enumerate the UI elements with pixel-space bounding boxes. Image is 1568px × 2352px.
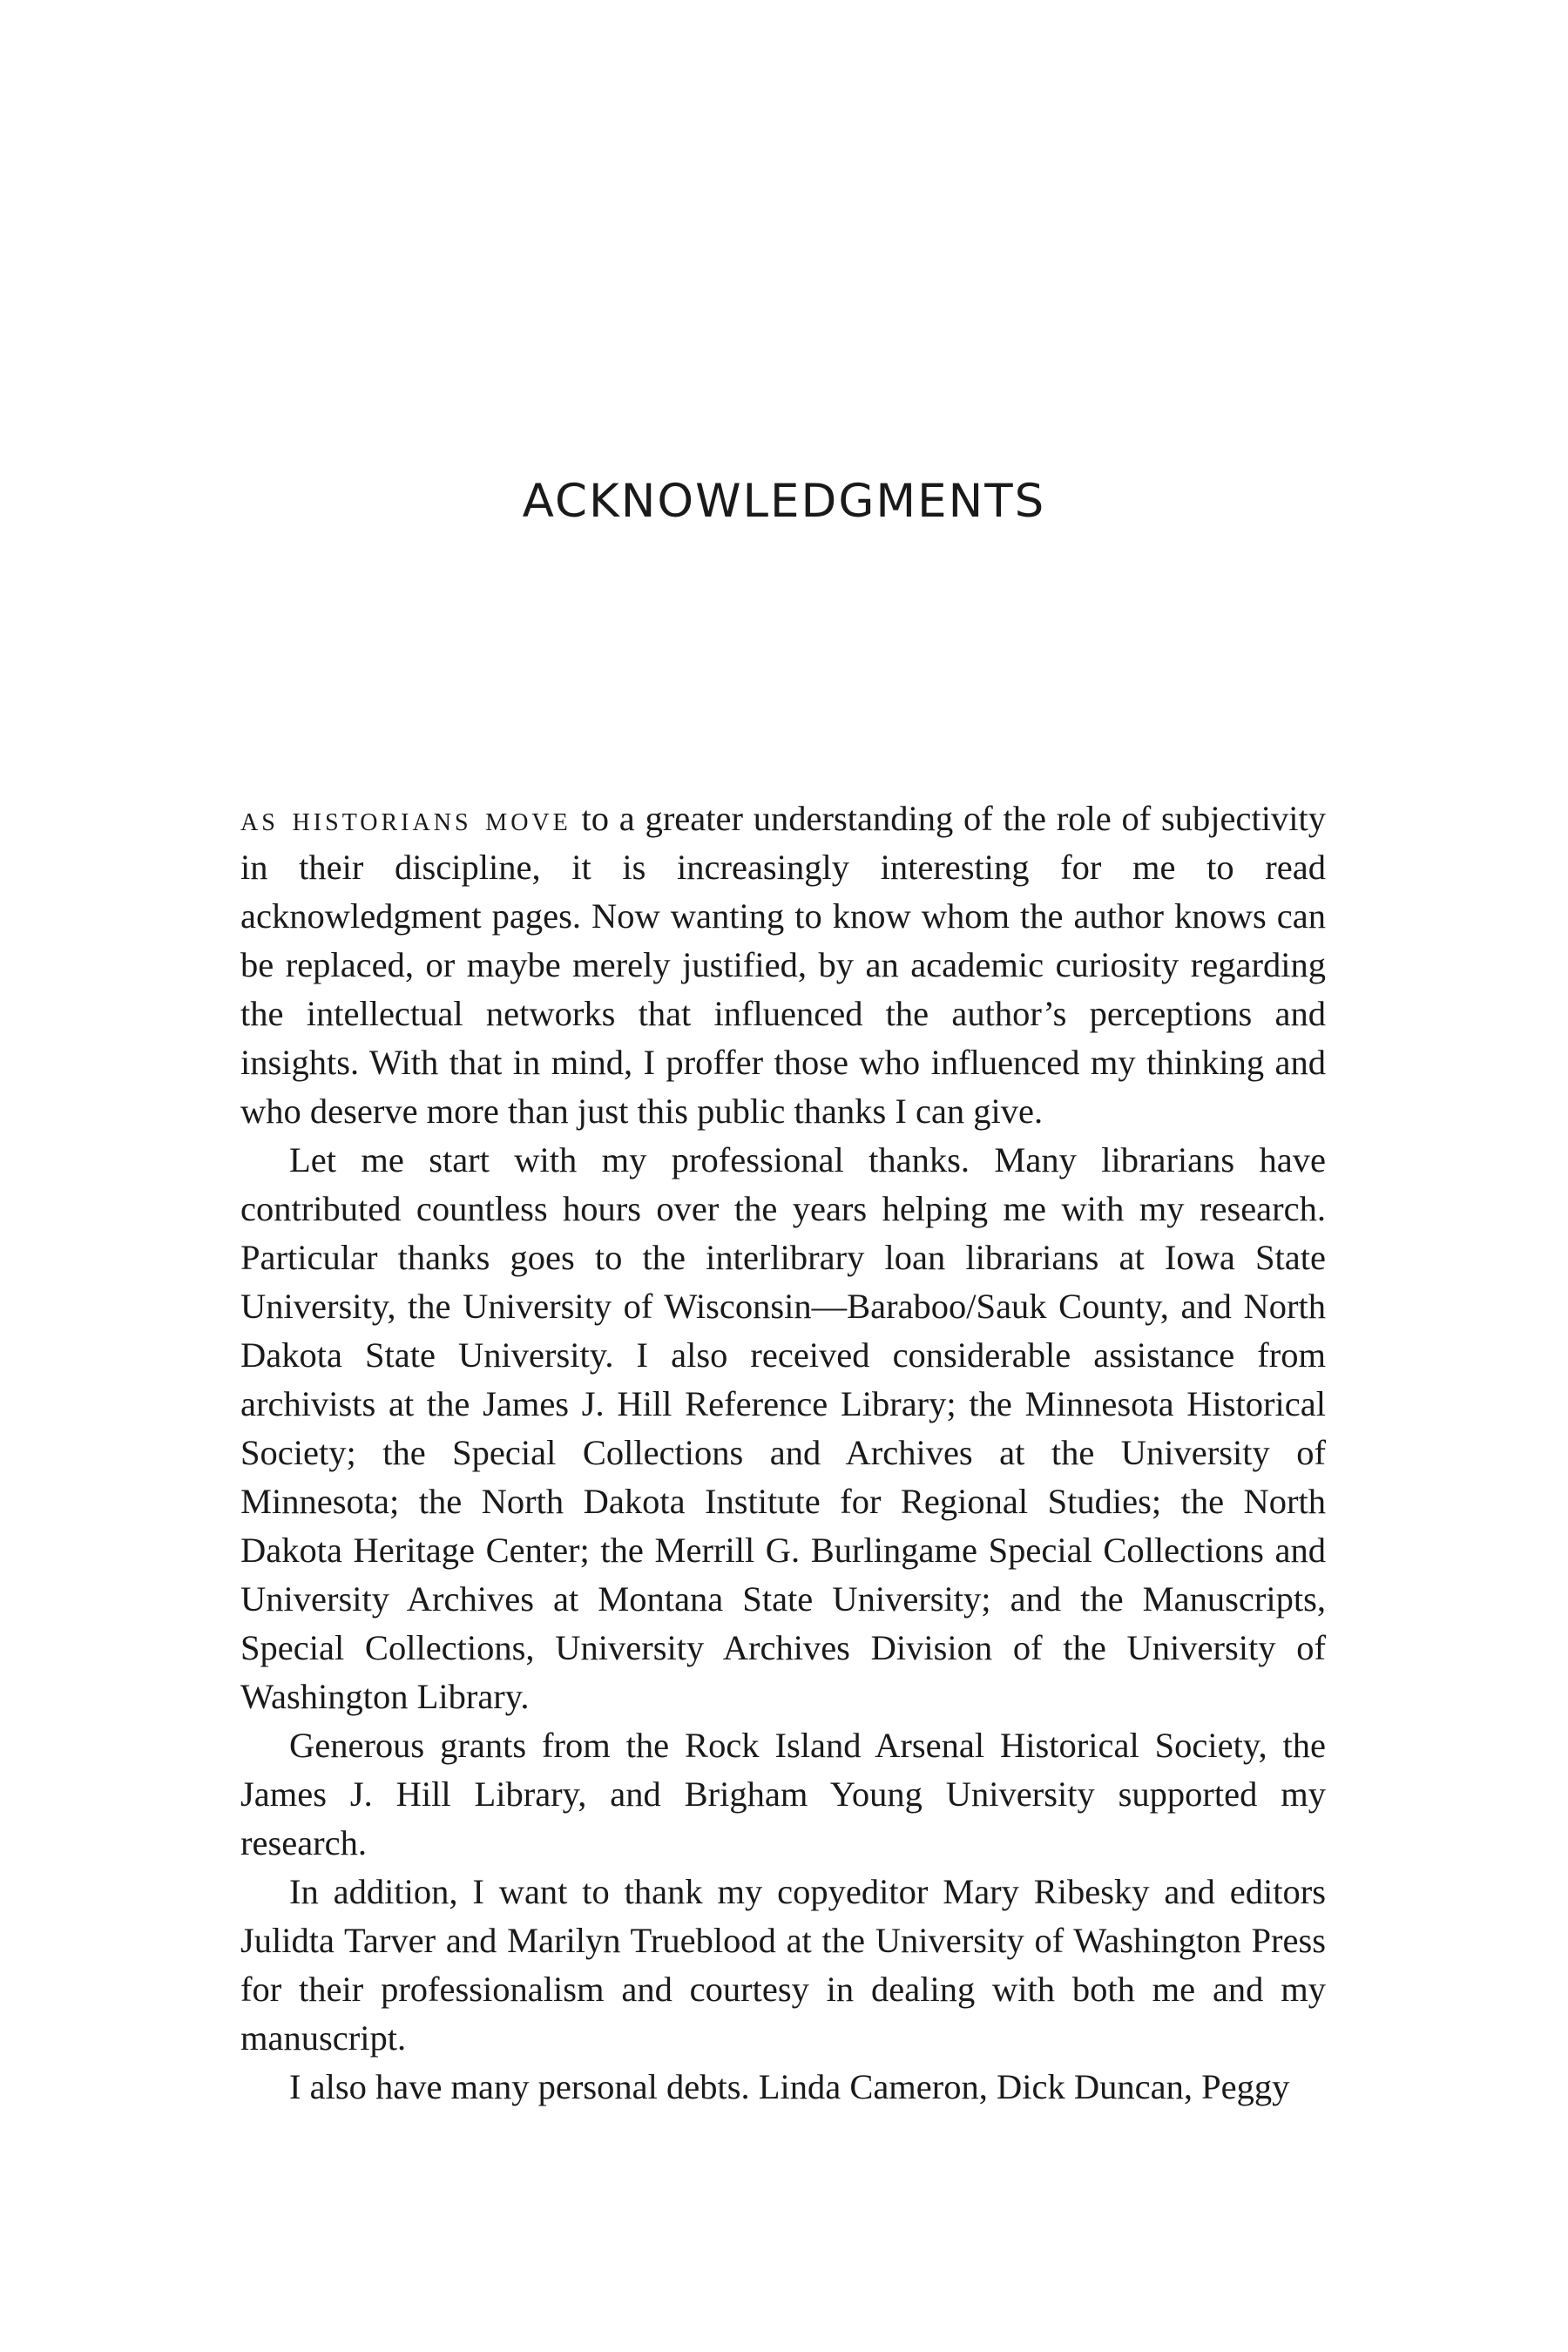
paragraph-4: In addition, I want to thank my copyeditor Mary Ribesky and editors Julidta Tarver and Marilyn Trueblood at the University of Washington Press for their professionalism and courtesy in dealing with both me and my manuscript. — [240, 1872, 1326, 2058]
paragraph-3: Generous grants from the Rock Island Arsenal Historical Society, the James J. Hill Library, and Brigham Young University supported my research. — [240, 1726, 1326, 1862]
acknowledgments-body — [240, 794, 1326, 2112]
paragraph-2: Let me start with my professional thanks. Many librarians have contributed countless hours over the years helping me with my research. Particular thanks goes to the interlibrary loan librarians at Iowa State University, the University of Wisconsin—Baraboo/Sauk County, and North Dakota State University. I also received considerable assistance from archivists at the James J. Hill Reference Library; the Minnesota Historical Society; the Special Collections and Archives at the University of Minnesota; the North Dakota Institute for Regional Studies; the North Dakota Heritage Center; the Merrill G. Burlingame Special Collections and University Archives at Montana State University; and the Manuscripts, Special Collections, University Archives Division of the University of Washington Library. — [240, 1140, 1326, 1716]
paragraph-1-text: to a greater understanding of the role of subjectivity in their discipline, it is increasingly interesting for me to read acknowledgment pages. Now wanting to know whom the author knows can be replaced, or maybe merely justified, by an academic curiosity regarding the intellectual networks that influenced the author’s perceptions and insights. With that in mind, I proffer those who influenced my thinking and who deserve more than just this public thanks I can give. — [240, 799, 1326, 1131]
paragraph-lead-in: as historians move — [240, 799, 571, 838]
paragraph-1 — [240, 794, 1326, 1136]
paragraph-5: I also have many personal debts. Linda Cameron, Dick Duncan, Peggy — [289, 2067, 1290, 2106]
page-title: ACKNOWLEDGMENTS — [522, 475, 1046, 528]
